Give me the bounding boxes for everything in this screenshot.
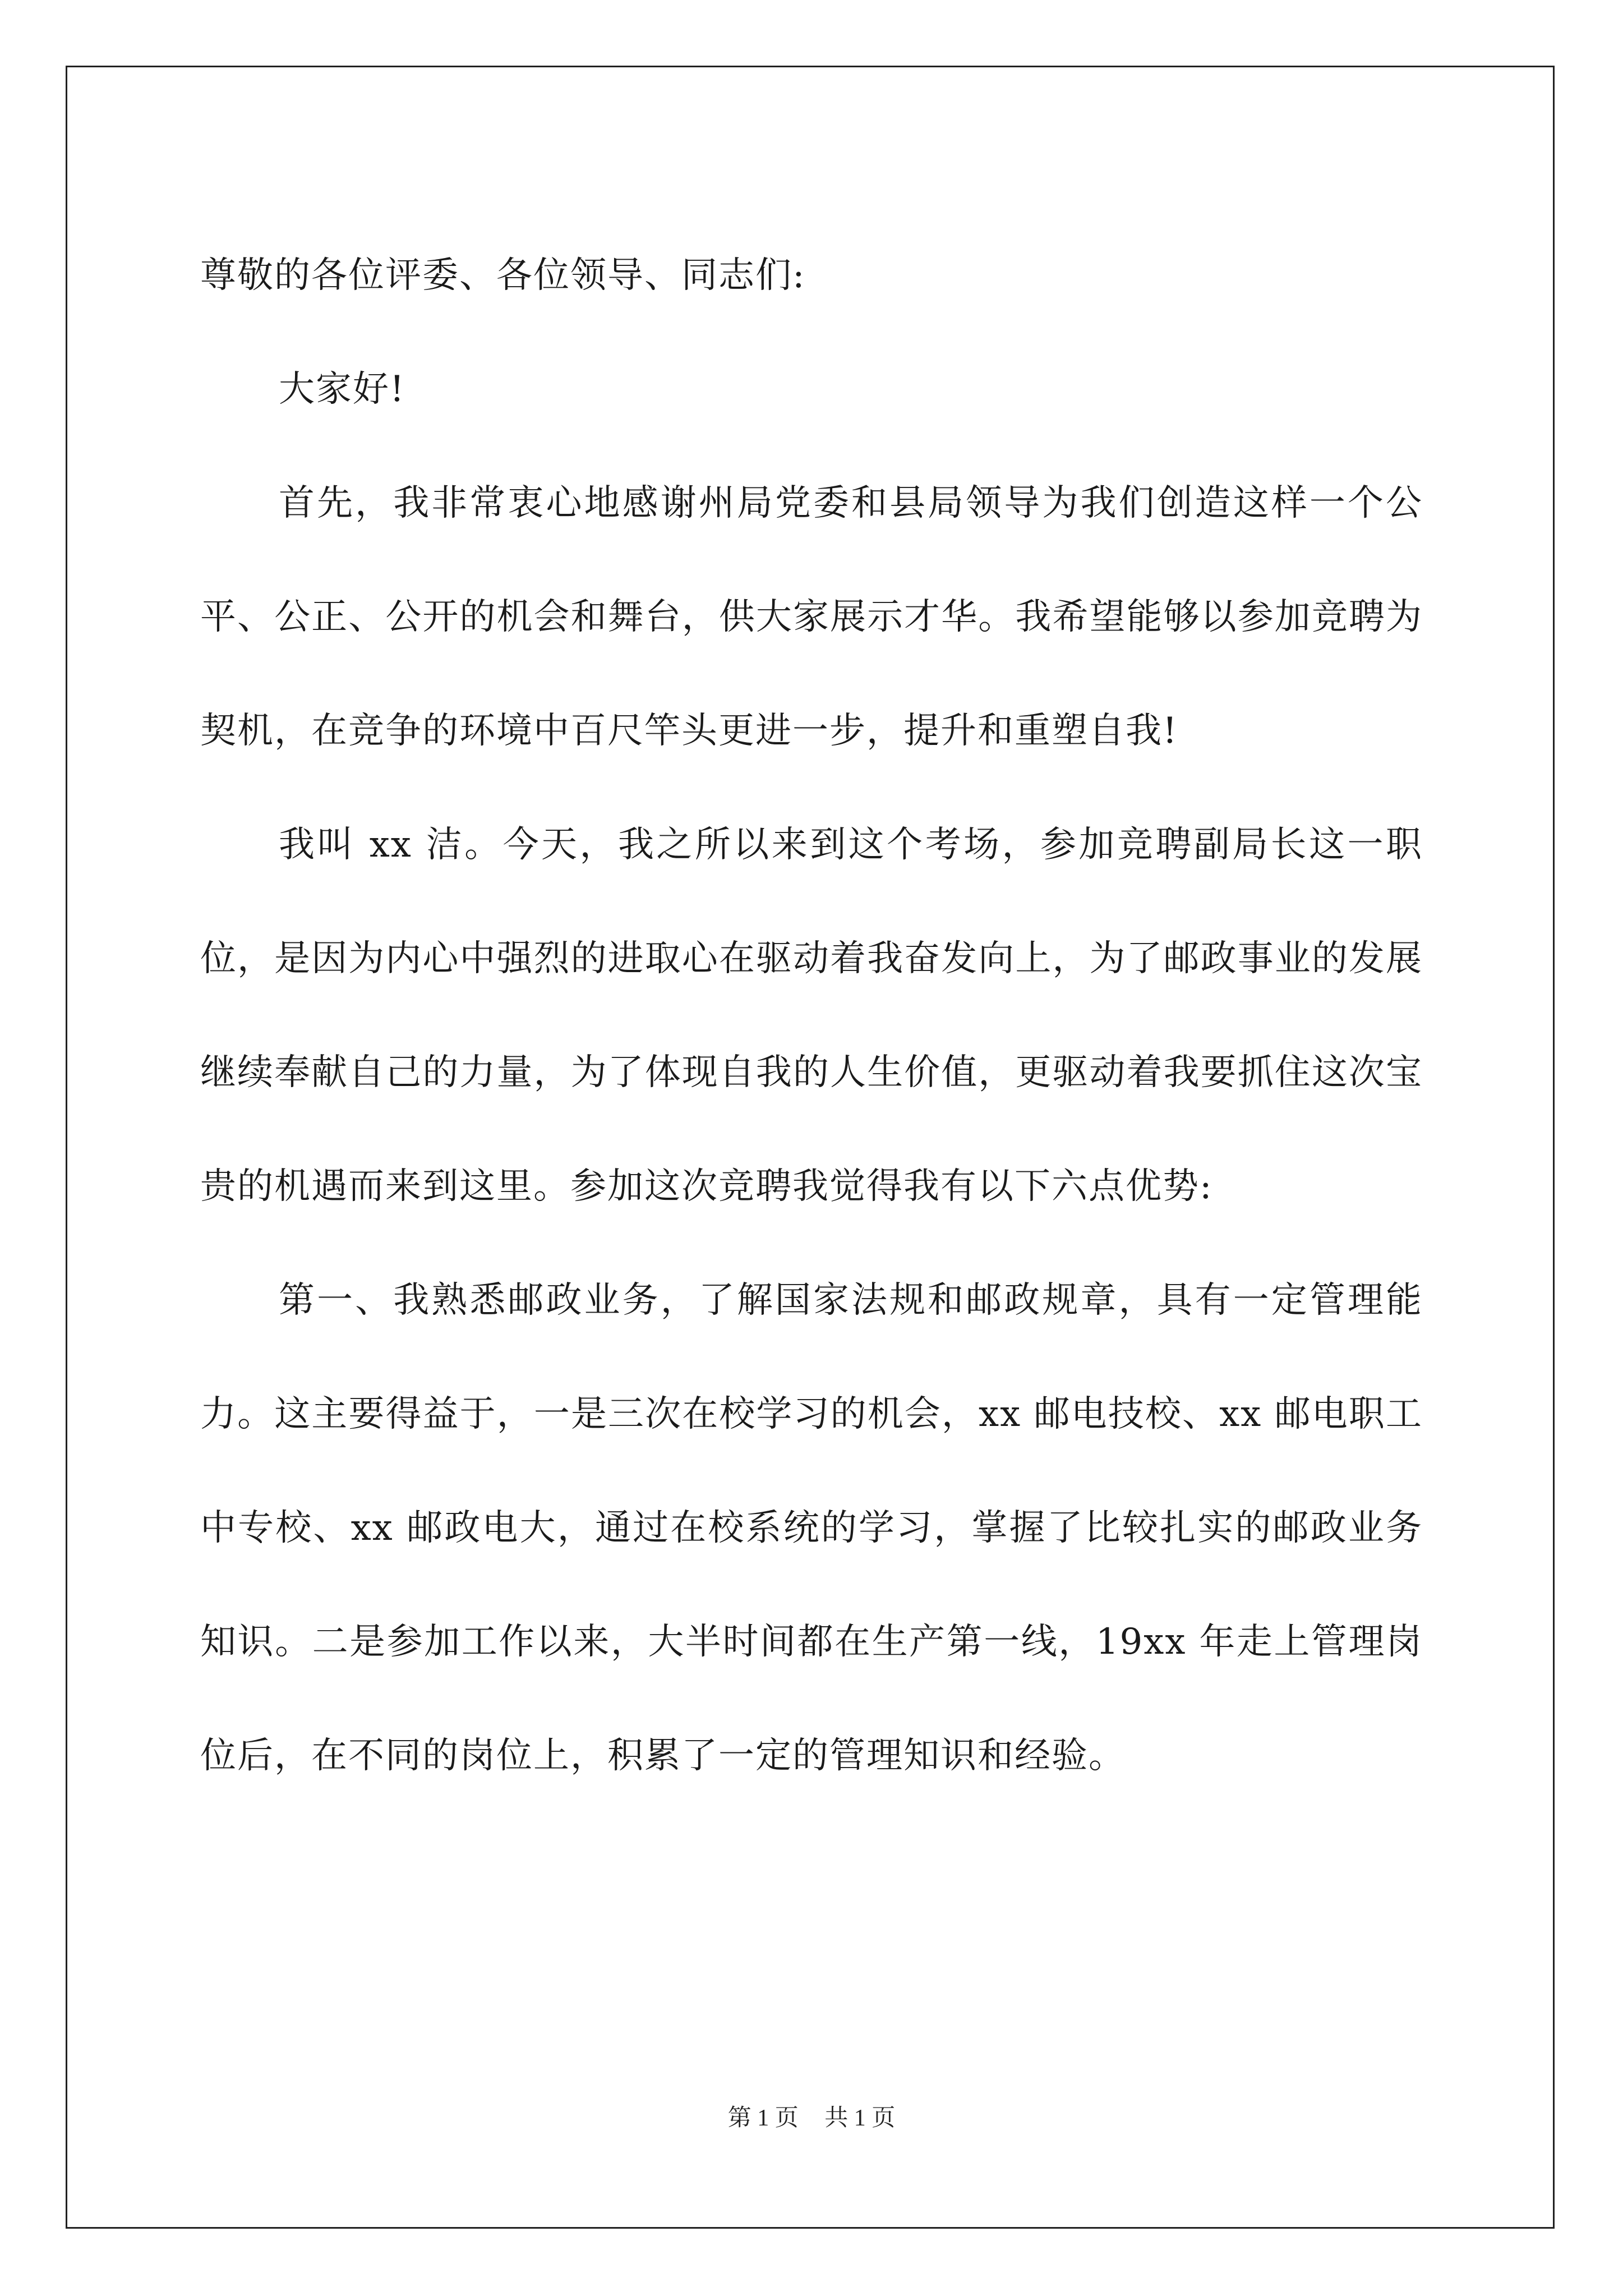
paragraph-3: 第一、我熟悉邮政业务，了解国家法规和邮政规章，具有一定管理能力。这主要得益于，一是三次在校学习的机会，xx 邮电技校、xx 邮电职工中专校、xx 邮政电大，通过在校系统的学习，掌握了比较扎实的邮政业务知识。二是参加工作以来，大半时间都在生产第一线，19xx 年走上管理岗位后，在不同的岗位上，积累了一定的管理知识和经验。 bbox=[200, 1280, 1423, 1777]
document-body bbox=[200, 219, 1423, 1813]
page-footer bbox=[0, 2099, 1623, 2133]
paragraph-1: 首先，我非常衷心地感谢州局党委和县局领导为我们创造这样一个公平、公正、公开的机会和舞台，供大家展示才华。我希望能够以参加竞聘为契机，在竞争的环境中百尺竿头更进一步，提升和重塑自我! bbox=[200, 482, 1423, 752]
paragraph-2: 我叫 xx 洁。今天，我之所以来到这个考场，参加竞聘副局长这一职位，是因为内心中强烈的进取心在驱动着我奋发向上，为了邮政事业的发展继续奉献自己的力量，为了体现自我的人生价值，更驱动着我要抓住这次宝贵的机遇而来到这里。参加这次竞聘我觉得我有以下六点优势: bbox=[200, 824, 1423, 1207]
greeting-line: 尊敬的各位评委、各位领导、同志们: bbox=[200, 255, 806, 296]
salutation-line: 大家好! bbox=[279, 369, 405, 410]
page-number: 第 1 页 bbox=[727, 2105, 799, 2131]
page-total: 共 1 页 bbox=[824, 2105, 896, 2131]
